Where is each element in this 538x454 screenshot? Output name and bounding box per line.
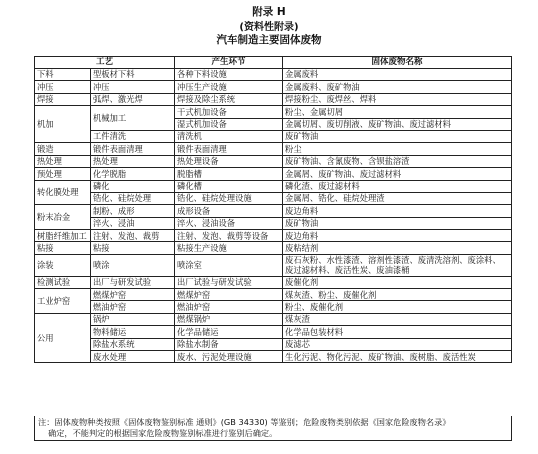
process-cell: 热处理 [91, 155, 175, 167]
process-group-cell: 粘接 [35, 242, 91, 254]
process-group-cell: 焊接 [35, 93, 91, 105]
waste-name-cell: 废石灰粉、水性漆渣、溶剂性漆渣、废清洗溶剂、废涂料、废过滤材料、废活性炭、废油漆桶 [283, 254, 512, 276]
process-group-cell: 检测试验 [35, 276, 91, 288]
process-cell: 废水处理 [91, 351, 175, 363]
stage-cell: 磷化槽 [175, 180, 283, 192]
process-cell: 出厂与研发试验 [91, 276, 175, 288]
process-cell: 淬火、浸油 [91, 217, 175, 229]
table-row [35, 289, 512, 301]
waste-name-cell: 金属屑、废矿物油、废过滤材料 [283, 168, 512, 180]
stage-cell: 冲压生产设施 [175, 81, 283, 93]
process-group-cell: 工业炉窑 [35, 289, 91, 314]
table-row [35, 276, 512, 288]
waste-name-cell: 废催化剂 [283, 276, 512, 288]
process-group-cell: 公用 [35, 313, 91, 363]
waste-name-cell: 废滤芯 [283, 338, 512, 350]
process-cell: 磷化 [91, 180, 175, 192]
table-row [35, 93, 512, 105]
process-cell: 粘接 [91, 242, 175, 254]
table-row [35, 205, 512, 217]
process-cell: 制粉、成形 [91, 205, 175, 217]
waste-name-cell: 废矿物油、含氰废物、含钡盐溶渣 [283, 155, 512, 167]
stage-cell: 喷涂室 [175, 254, 283, 276]
table-row [35, 81, 512, 93]
waste-name-cell: 粉尘、金属切屑 [283, 106, 512, 118]
stage-cell: 出厂试验与研发试验 [175, 276, 283, 288]
table-row [35, 242, 512, 254]
waste-name-cell: 粉尘 [283, 143, 512, 155]
process-cell: 物料储运 [91, 326, 175, 338]
stage-cell: 淬火、浸油设备 [175, 217, 283, 229]
table-row [35, 338, 512, 350]
process-group-cell: 预处理 [35, 168, 91, 180]
process-cell: 型板材下料 [91, 69, 175, 81]
stage-cell: 化学品储运 [175, 326, 283, 338]
waste-name-cell: 生化污泥、物化污泥、废矿物油、废树脂、废活性炭 [283, 351, 512, 363]
table-row [35, 155, 512, 167]
process-cell: 工件清洗 [91, 130, 175, 142]
process-group-cell: 锻造 [35, 143, 91, 155]
stage-cell: 湿式机加设备 [175, 118, 283, 130]
process-cell: 锻件表面清理 [91, 143, 175, 155]
process-cell: 除盐水系统 [91, 338, 175, 350]
table-row [35, 168, 512, 180]
table-row [35, 69, 512, 81]
process-cell: 弧焊、激光焊 [91, 93, 175, 105]
waste-name-cell: 粉尘、废催化剂 [283, 301, 512, 313]
header-process: 工艺 [35, 57, 175, 69]
table-row [35, 301, 512, 313]
table-body [35, 69, 512, 363]
stage-cell: 除盐水制备 [175, 338, 283, 350]
appendix-label: 附录 H [252, 6, 286, 18]
waste-name-cell: 煤灰渣、粉尘、废催化剂 [283, 289, 512, 301]
process-cell: 燃油炉窑 [91, 301, 175, 313]
waste-name-cell: 煤灰渣 [283, 313, 512, 325]
table-row [35, 180, 512, 192]
process-cell: 燃煤炉窑 [91, 289, 175, 301]
process-group-cell: 下料 [35, 69, 91, 81]
table-row [35, 217, 512, 229]
waste-name-cell: 废边角料 [283, 205, 512, 217]
table-row [35, 192, 512, 204]
waste-name-cell: 金属屑、锆化、硅烷处理渣 [283, 192, 512, 204]
stage-cell: 锻件表面清理 [175, 143, 283, 155]
stage-cell: 各种下料设施 [175, 69, 283, 81]
waste-name-cell: 金属切屑、废切削液、废矿物油、废过滤材料 [283, 118, 512, 130]
header-waste-name: 固体废物名称 [283, 57, 512, 69]
table-row [35, 143, 512, 155]
waste-name-cell: 化学品包装材料 [283, 326, 512, 338]
process-cell: 锆化、硅烷处理 [91, 192, 175, 204]
waste-name-cell: 废矿物油 [283, 130, 512, 142]
table-row [35, 130, 512, 142]
stage-cell: 废水、污泥处理设施 [175, 351, 283, 363]
process-group-cell: 涂装 [35, 254, 91, 276]
stage-cell: 成形设备 [175, 205, 283, 217]
stage-cell: 锆化、硅烷处理设施 [175, 192, 283, 204]
stage-cell: 注射、发泡、裁剪等设备 [175, 230, 283, 242]
stage-cell: 干式机加设备 [175, 106, 283, 118]
stage-cell: 燃煤炉窑 [175, 289, 283, 301]
table-row [35, 254, 512, 276]
process-group-cell: 粉末冶金 [35, 205, 91, 230]
waste-name-cell: 金属废料 [283, 69, 512, 81]
stage-cell: 脱脂槽 [175, 168, 283, 180]
process-cell: 喷涂 [91, 254, 175, 276]
process-group-cell: 机加 [35, 106, 91, 143]
waste-name-cell: 焊接粉尘、废焊丝、焊料 [283, 93, 512, 105]
process-cell: 机械加工 [91, 106, 175, 131]
table-row [35, 313, 512, 325]
stage-cell: 燃煤锅炉 [175, 313, 283, 325]
process-cell: 冲压 [91, 81, 175, 93]
process-cell: 锅炉 [91, 313, 175, 325]
process-group-cell: 冲压 [35, 81, 91, 93]
table-row [35, 351, 512, 363]
stage-cell: 燃油炉窑 [175, 301, 283, 313]
table-row [35, 326, 512, 338]
waste-name-cell: 废粘结剂 [283, 242, 512, 254]
table-row [35, 230, 512, 242]
waste-name-cell: 废边角料 [283, 230, 512, 242]
table-note [34, 416, 512, 441]
table-header-row [35, 57, 512, 69]
table-row [35, 106, 512, 118]
waste-name-cell: 废矿物油 [283, 217, 512, 229]
waste-name-cell: 磷化渣、废过滤材料 [283, 180, 512, 192]
note-line-1: 注：固体废物种类按照《固体废物鉴别标准 通则》(GB 34330) 等鉴别；危险废物类别依据《国家危险废物名录》 [38, 417, 451, 427]
process-group-cell: 树脂纤维加工 [35, 230, 91, 242]
note-line-2: 确定，不能判定的根据国家危险废物鉴别标准进行鉴别后确定。 [48, 428, 278, 438]
stage-cell: 焊接及除尘系统 [175, 93, 283, 105]
waste-name-cell: 金属废料、废矿物油 [283, 81, 512, 93]
stage-cell: 热处理设备 [175, 155, 283, 167]
solid-waste-table [34, 56, 512, 363]
header-stage: 产生环节 [175, 57, 283, 69]
process-cell: 化学脱脂 [91, 168, 175, 180]
process-group-cell: 热处理 [35, 155, 91, 167]
appendix-type: (资料性附录) [239, 22, 299, 33]
process-group-cell: 转化膜处理 [35, 180, 91, 205]
table-title: 汽车制造主要固体废物 [216, 34, 322, 46]
process-cell: 注射、发泡、裁剪 [91, 230, 175, 242]
stage-cell: 粘接生产设施 [175, 242, 283, 254]
stage-cell: 清洗机 [175, 130, 283, 142]
